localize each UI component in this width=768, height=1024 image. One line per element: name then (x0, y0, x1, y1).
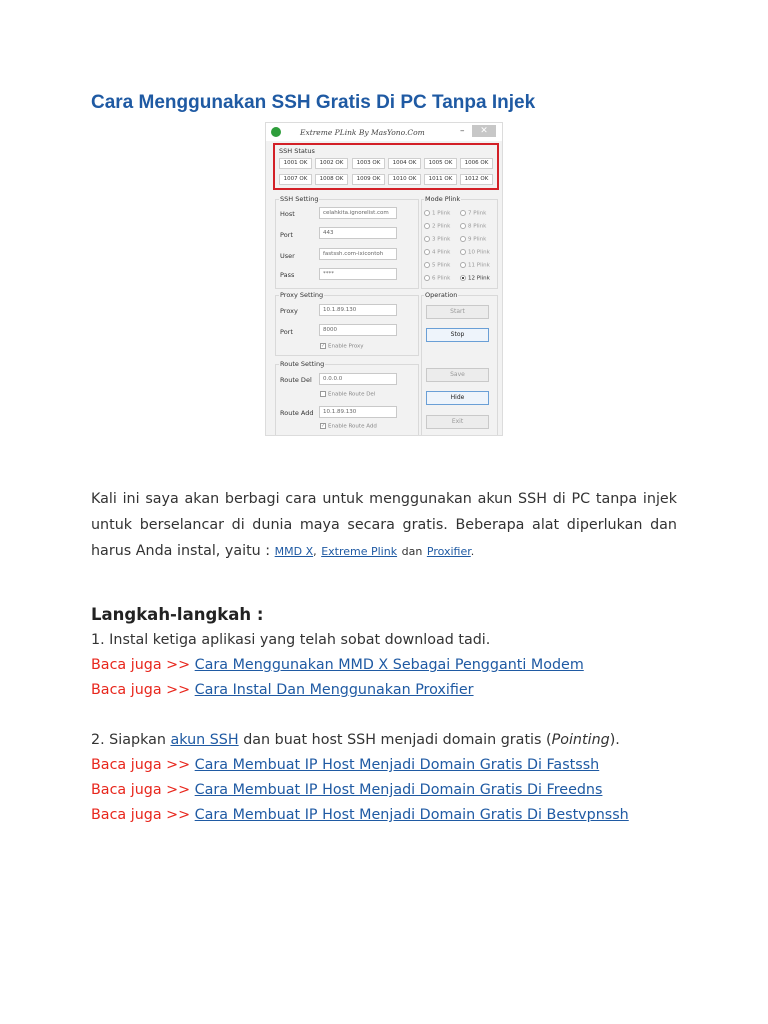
route-add-label: Route Add (280, 409, 314, 417)
pass-label: Pass (280, 271, 295, 279)
close-icon: ✕ (472, 125, 496, 137)
status-cell: 1012 OK (460, 174, 493, 185)
hide-button[interactable]: Hide (426, 391, 489, 405)
period: . (470, 545, 475, 558)
and-text: dan (401, 545, 423, 558)
plink-radio[interactable]: 9 Plink (460, 236, 486, 243)
article-title: Cara Menggunakan SSH Gratis Di PC Tanpa Injek (91, 92, 536, 113)
user-input[interactable]: fastssh.com-ixicontoh (319, 248, 397, 260)
operation-label: Operation (425, 291, 458, 299)
enable-proxy-checkbox[interactable] (320, 343, 364, 350)
mode-plink-label: Mode Plink (425, 195, 461, 203)
see-also-item (91, 657, 584, 673)
status-cell: 1006 OK (460, 158, 493, 169)
proxy-port-input[interactable]: 8000 (319, 324, 397, 336)
status-cell: 1005 OK (424, 158, 457, 169)
see-also-prefix: Baca juga >> (91, 807, 191, 823)
ssh-status-label: SSH Status (279, 147, 315, 155)
plink-radio[interactable]: 3 Plink (424, 236, 450, 243)
intro-text: Kali ini saya akan berbagi cara untuk menggunakan akun SSH di PC tanpa injek untuk berselancar di dunia maya secara gratis. Beberapa alat diperlukan dan harus Anda instal, yaitu : (91, 491, 677, 559)
status-cell: 1008 OK (315, 174, 348, 185)
plink-radio[interactable]: 2 Plink (424, 223, 450, 230)
app-logo-icon (271, 127, 281, 137)
user-label: User (280, 252, 295, 260)
proxy-label: Proxy (280, 307, 298, 315)
see-also-prefix: Baca juga >> (91, 682, 191, 698)
proxy-port-label: Port (280, 328, 293, 336)
exit-button[interactable]: Exit (426, 415, 489, 429)
enable-route-add-label: Enable Route Add (328, 423, 377, 430)
see-also-item (91, 757, 599, 773)
see-also-prefix: Baca juga >> (91, 757, 191, 773)
plink-radio[interactable]: 7 Plink (460, 210, 486, 217)
status-cell: 1009 OK (352, 174, 385, 185)
checkbox-checked-icon: ✓ (321, 343, 326, 349)
route-del-input[interactable]: 0.0.0.0 (319, 373, 397, 385)
step-2-mid: dan buat host SSH menjadi domain gratis ( (243, 732, 552, 748)
app-screenshot (265, 122, 503, 436)
proxifier-link[interactable]: Proxifier (426, 545, 471, 558)
see-also-item (91, 807, 629, 823)
mmd-x-link[interactable]: MMD X (274, 545, 314, 558)
route-del-label: Route Del (280, 376, 312, 384)
intro-paragraph (91, 486, 677, 565)
see-also-link[interactable]: Cara Menggunakan MMD X Sebagai Pengganti Modem (194, 657, 584, 673)
enable-proxy-label: Enable Proxy (328, 343, 364, 350)
port-label: Port (280, 231, 293, 239)
see-also-item (91, 682, 474, 698)
plink-radio[interactable]: 10 Plink (460, 249, 490, 256)
status-cell: 1007 OK (279, 174, 312, 185)
route-add-input[interactable]: 10.1.89.130 (319, 406, 397, 418)
steps-heading: Langkah-langkah : (91, 605, 264, 624)
enable-route-add-checkbox[interactable] (320, 423, 377, 430)
status-cell: 1011 OK (424, 174, 457, 185)
plink-radio[interactable]: 11 Plink (460, 262, 490, 269)
pass-input[interactable]: **** (319, 268, 397, 280)
host-input[interactable]: celahkita.ignorelist.com (319, 207, 397, 219)
proxy-setting-label: Proxy Setting (280, 291, 324, 299)
separator: , (313, 545, 317, 558)
ssh-setting-label: SSH Setting (280, 195, 319, 203)
start-button[interactable]: Start (426, 305, 489, 319)
step-2-emphasis: Pointing (551, 732, 610, 748)
status-cell: 1010 OK (388, 174, 421, 185)
step-2-pre: 2. Siapkan (91, 732, 166, 748)
host-label: Host (280, 210, 295, 218)
see-also-link[interactable]: Cara Membuat IP Host Menjadi Domain Gratis Di Fastssh (194, 757, 600, 773)
plink-radio[interactable]: 5 Plink (424, 262, 450, 269)
step-1-text: 1. Instal ketiga aplikasi yang telah sobat download tadi. (91, 632, 491, 648)
plink-radio-selected[interactable]: 12 Plink (460, 275, 490, 282)
enable-route-del-label: Enable Route Del (328, 391, 376, 398)
checkbox-checked-icon: ✓ (321, 423, 326, 429)
plink-radio[interactable]: 4 Plink (424, 249, 450, 256)
plink-radio[interactable]: 1 Plink (424, 210, 450, 217)
app-window-title: Extreme PLink By MasYono.Com (300, 128, 425, 137)
status-cell: 1003 OK (352, 158, 385, 169)
see-also-prefix: Baca juga >> (91, 782, 191, 798)
enable-route-del-checkbox[interactable] (320, 391, 375, 398)
checkbox-icon (320, 391, 326, 397)
see-also-link[interactable]: Cara Membuat IP Host Menjadi Domain Gratis Di Freedns (194, 782, 603, 798)
proxy-input[interactable]: 10.1.89.130 (319, 304, 397, 316)
status-cell: 1001 OK (279, 158, 312, 169)
plink-radio[interactable]: 8 Plink (460, 223, 486, 230)
see-also-link[interactable]: Cara Membuat IP Host Menjadi Domain Gratis Di Bestvpnssh (194, 807, 629, 823)
extreme-plink-link[interactable]: Extreme Plink (321, 545, 398, 558)
port-input[interactable]: 443 (319, 227, 397, 239)
app-title-bar (266, 123, 502, 141)
route-setting-label: Route Setting (280, 360, 325, 368)
see-also-prefix: Baca juga >> (91, 657, 191, 673)
ssh-account-link[interactable]: akun SSH (170, 732, 239, 748)
see-also-item (91, 782, 602, 798)
status-cell: 1002 OK (315, 158, 348, 169)
stop-button[interactable]: Stop (426, 328, 489, 342)
step-2-text (91, 732, 620, 748)
plink-radio[interactable]: 6 Plink (424, 275, 450, 282)
status-cell: 1004 OK (388, 158, 421, 169)
step-2-end: ). (609, 732, 620, 748)
save-button[interactable]: Save (426, 368, 489, 382)
see-also-link[interactable]: Cara Instal Dan Menggunakan Proxifier (194, 682, 474, 698)
minimize-icon: – (460, 126, 465, 136)
